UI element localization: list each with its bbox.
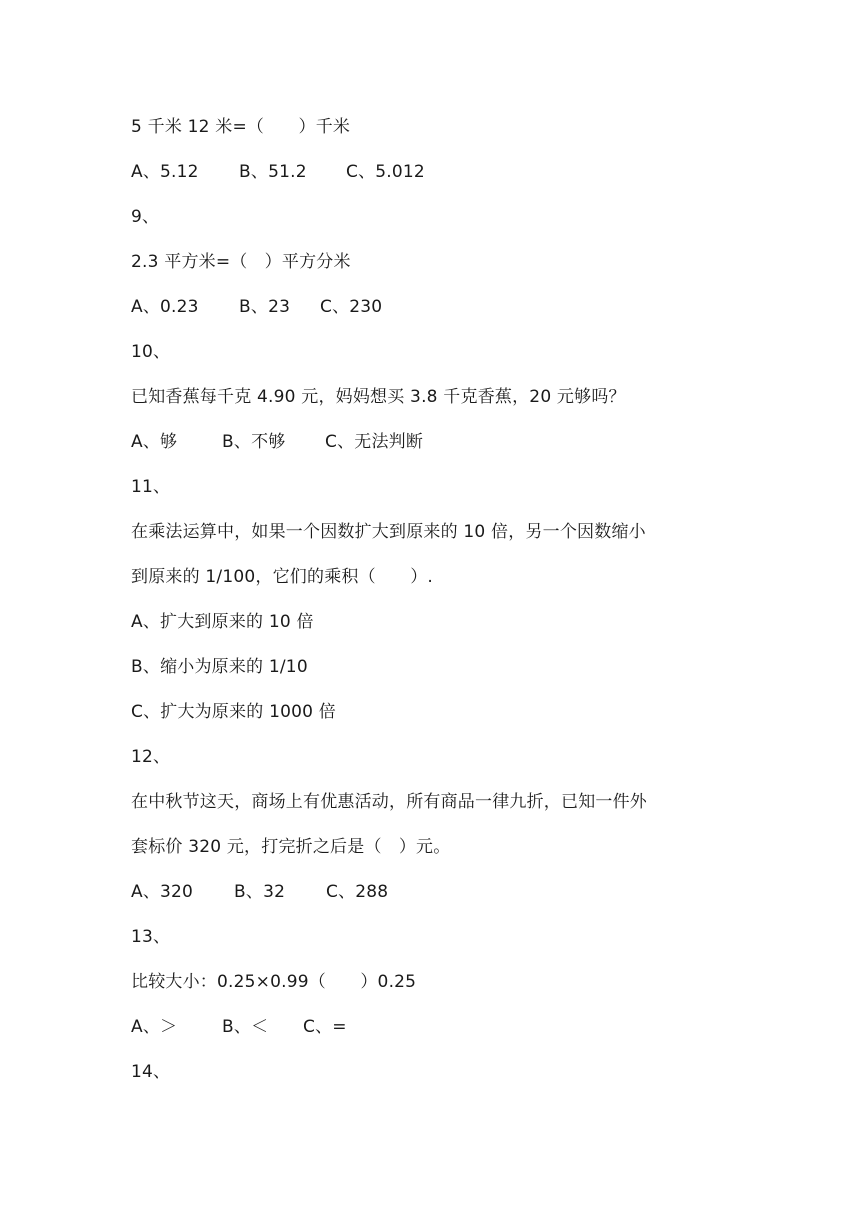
question-12-stem-line-1: 在中秋节这天，商场上有优惠活动，所有商品一律九折，已知一件外 — [131, 792, 647, 812]
question-13-stem: 比较大小：0.25×0.99（ ）0.25 — [131, 972, 417, 992]
question-12-option-a: A、320 — [131, 882, 194, 902]
question-9-option-a: A、0.23 — [131, 297, 199, 317]
question-8-option-a: A、5.12 — [131, 162, 199, 182]
question-8-option-b: B、51.2 — [239, 162, 307, 182]
question-10-option-b: B、不够 — [222, 432, 286, 452]
question-11-option-c: C、扩大为原来的 1000 倍 — [131, 702, 336, 722]
question-9-option-c: C、230 — [320, 297, 383, 317]
question-8-options — [131, 160, 425, 184]
question-11-option-b: B、缩小为原来的 1/10 — [131, 657, 308, 677]
question-9-stem: 2.3 平方米=（ ）平方分米 — [131, 252, 351, 272]
question-10-stem: 已知香蕉每千克 4.90 元，妈妈想买 3.8 千克香蕉，20 元够吗？ — [131, 387, 626, 407]
question-12-option-c: C、288 — [326, 882, 389, 902]
question-13-number: 13、 — [131, 927, 171, 947]
question-12-stem-line-2: 套标价 320 元，打完折之后是（ ）元。 — [131, 837, 451, 857]
question-11-number: 11、 — [131, 477, 171, 497]
question-13-option-a: A、＞ — [131, 1017, 178, 1037]
question-8-option-c: C、5.012 — [346, 162, 425, 182]
question-10-number: 10、 — [131, 342, 171, 362]
question-11-stem-line-2: 到原来的 1/100，它们的乘积（ ）. — [131, 567, 433, 587]
question-12-options — [131, 880, 388, 904]
question-13-options — [131, 1015, 347, 1039]
question-11-option-a: A、扩大到原来的 10 倍 — [131, 612, 314, 632]
question-13-option-b: B、＜ — [222, 1017, 269, 1037]
question-13-option-c: C、= — [303, 1017, 347, 1037]
question-8-stem: 5 千米 12 米=（ ）千米 — [131, 117, 351, 137]
question-9-option-b: B、23 — [239, 297, 291, 317]
question-10-options — [131, 430, 423, 454]
question-12-option-b: B、32 — [234, 882, 286, 902]
question-10-option-c: C、无法判断 — [325, 432, 424, 452]
question-11-stem-line-1: 在乘法运算中，如果一个因数扩大到原来的 10 倍，另一个因数缩小 — [131, 522, 646, 542]
question-14-number: 14、 — [131, 1062, 171, 1082]
question-9-options — [131, 295, 382, 319]
question-9-number: 9、 — [131, 207, 160, 227]
question-12-number: 12、 — [131, 747, 171, 767]
question-10-option-a: A、够 — [131, 432, 178, 452]
